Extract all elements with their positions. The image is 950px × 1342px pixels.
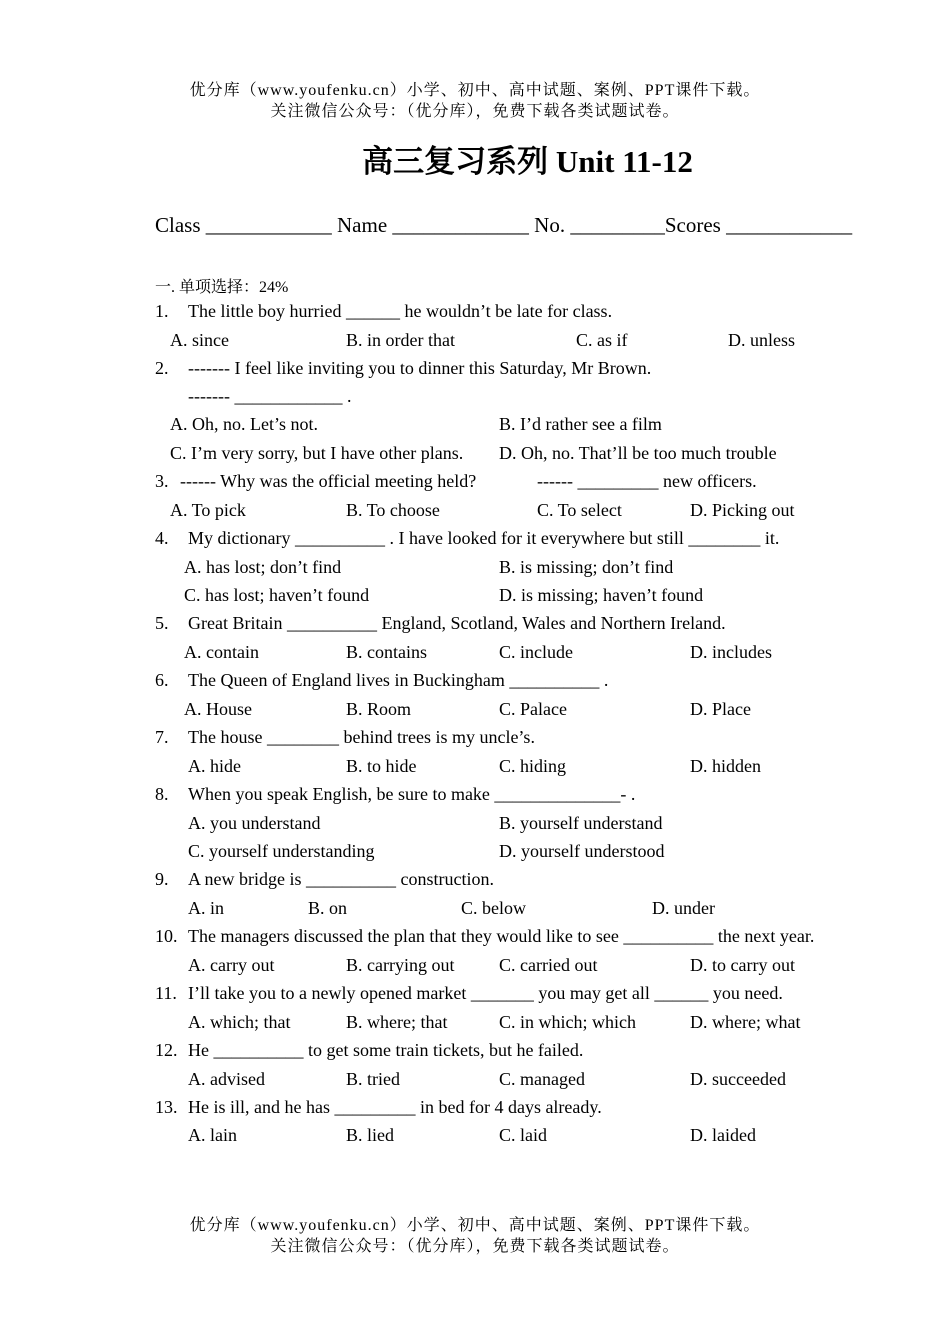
question-text: I’ll take you to a newly opened market _______ you may get all ______ you need. <box>188 983 783 1003</box>
option-c: C. To select <box>537 500 622 520</box>
scores-blank: ____________ <box>726 213 853 237</box>
option-b: B. yourself understand <box>499 813 663 833</box>
option-a: A. House <box>184 699 252 719</box>
question-number: 12. <box>155 1040 178 1060</box>
question-text: The house ________ behind trees is my uncle’s. <box>188 727 535 747</box>
student-info-row <box>155 213 852 238</box>
option-d: D. Picking out <box>690 500 795 520</box>
option-c: C. in which; which <box>499 1012 636 1032</box>
header-line-1: 优分库（www.youfenku.cn）小学、初中、高中试题、案例、PPT课件下载。 <box>189 82 761 99</box>
question-number: 5. <box>155 613 169 633</box>
question-response-line: ------- ____________ . <box>188 386 352 406</box>
question-text: He is ill, and he has _________ in bed for 4 days already. <box>188 1097 602 1117</box>
option-a: A. advised <box>188 1069 265 1089</box>
question-number: 7. <box>155 727 169 747</box>
option-d: D. under <box>652 898 715 918</box>
name-blank: _____________ <box>392 213 529 237</box>
number-label: No. <box>534 213 566 237</box>
footer-line-1: 优分库（www.youfenku.cn）小学、初中、高中试题、案例、PPT课件下载。 <box>189 1217 761 1234</box>
question-text: He __________ to get some train tickets, but he failed. <box>188 1040 584 1060</box>
option-a: A. Oh, no. Let’s not. <box>170 414 318 434</box>
option-c: C. include <box>499 642 573 662</box>
question-number: 9. <box>155 869 169 889</box>
option-d: D. hidden <box>690 756 761 776</box>
option-a: A. since <box>170 330 229 350</box>
option-a: A. contain <box>184 642 259 662</box>
question-number: 2. <box>155 358 169 378</box>
option-a: A. lain <box>188 1125 237 1145</box>
question-number: 4. <box>155 528 169 548</box>
option-c: C. I’m very sorry, but I have other plans. <box>170 443 464 463</box>
scores-label: Scores <box>664 213 721 237</box>
option-b: B. I’d rather see a film <box>499 414 662 434</box>
option-d: D. where; what <box>690 1012 801 1032</box>
question-text: The little boy hurried ______ he wouldn’t be late for class. <box>188 301 613 321</box>
question-text: The managers discussed the plan that they would like to see __________ the next year. <box>188 926 815 946</box>
question-number: 8. <box>155 784 169 804</box>
option-b: B. Room <box>346 699 412 719</box>
question-number: 10. <box>155 926 178 946</box>
option-b: B. to hide <box>346 756 417 776</box>
question-number: 11. <box>155 983 177 1003</box>
option-b: B. tried <box>346 1069 400 1089</box>
question-number: 1. <box>155 301 169 321</box>
option-d: D. unless <box>728 330 795 350</box>
question-text: When you speak English, be sure to make ______________- . <box>188 784 636 804</box>
option-a: A. in <box>188 898 224 918</box>
question-text: The Queen of England lives in Buckingham __________ . <box>188 670 609 690</box>
question-text: A new bridge is __________ construction. <box>188 869 494 889</box>
option-c: C. carried out <box>499 955 598 975</box>
option-c: C. yourself understanding <box>188 841 375 861</box>
option-c: C. as if <box>576 330 628 350</box>
question-response-line: ------ _________ new officers. <box>537 471 757 491</box>
class-label: Class <box>155 213 201 237</box>
option-b: B. lied <box>346 1125 394 1145</box>
option-d: D. laided <box>690 1125 756 1145</box>
option-a: A. which; that <box>188 1012 291 1032</box>
option-d: D. is missing; haven’t found <box>499 585 704 605</box>
header-line-2: 关注微信公众号：（优分库），免费下载各类试题试卷。 <box>270 103 680 120</box>
question-number: 6. <box>155 670 169 690</box>
option-b: B. in order that <box>346 330 455 350</box>
question-text: ------- I feel like inviting you to dinner this Saturday, Mr Brown. <box>188 358 652 378</box>
option-b: B. carrying out <box>346 955 455 975</box>
question-text: ------ Why was the official meeting held? <box>180 471 477 491</box>
option-d: D. Oh, no. That’ll be too much trouble <box>499 443 777 463</box>
option-a: A. To pick <box>170 500 246 520</box>
option-c: C. laid <box>499 1125 547 1145</box>
option-c: C. below <box>461 898 526 918</box>
option-d: D. to carry out <box>690 955 795 975</box>
question-number: 3. <box>155 471 169 491</box>
name-label: Name <box>337 213 388 237</box>
option-d: D. Place <box>690 699 751 719</box>
number-blank: _________ <box>570 213 665 237</box>
section-title: 一. 单项选择：24% <box>155 279 289 296</box>
option-b: B. is missing; don’t find <box>499 557 674 577</box>
option-b: B. on <box>308 898 348 918</box>
question-number: 13. <box>155 1097 178 1117</box>
option-a: A. you understand <box>188 813 321 833</box>
option-c: C. has lost; haven’t found <box>184 585 370 605</box>
footer-line-2: 关注微信公众号：（优分库），免费下载各类试题试卷。 <box>270 1238 680 1255</box>
question-text: My dictionary __________ . I have looked for it everywhere but still ________ it. <box>188 528 780 548</box>
option-a: A. carry out <box>188 955 275 975</box>
page-title: 高三复习系列 Unit 11-12 <box>362 144 693 179</box>
question-text: Great Britain __________ England, Scotland, Wales and Northern Ireland. <box>188 613 726 633</box>
option-a: A. hide <box>188 756 241 776</box>
option-b: B. To choose <box>346 500 440 520</box>
option-d: D. succeeded <box>690 1069 786 1089</box>
option-c: C. hiding <box>499 756 567 776</box>
option-c: C. managed <box>499 1069 585 1089</box>
option-c: C. Palace <box>499 699 567 719</box>
option-b: B. contains <box>346 642 427 662</box>
option-d: D. includes <box>690 642 772 662</box>
option-a: A. has lost; don’t find <box>184 557 342 577</box>
option-b: B. where; that <box>346 1012 448 1032</box>
option-d: D. yourself understood <box>499 841 665 861</box>
class-blank: ____________ <box>205 213 332 237</box>
